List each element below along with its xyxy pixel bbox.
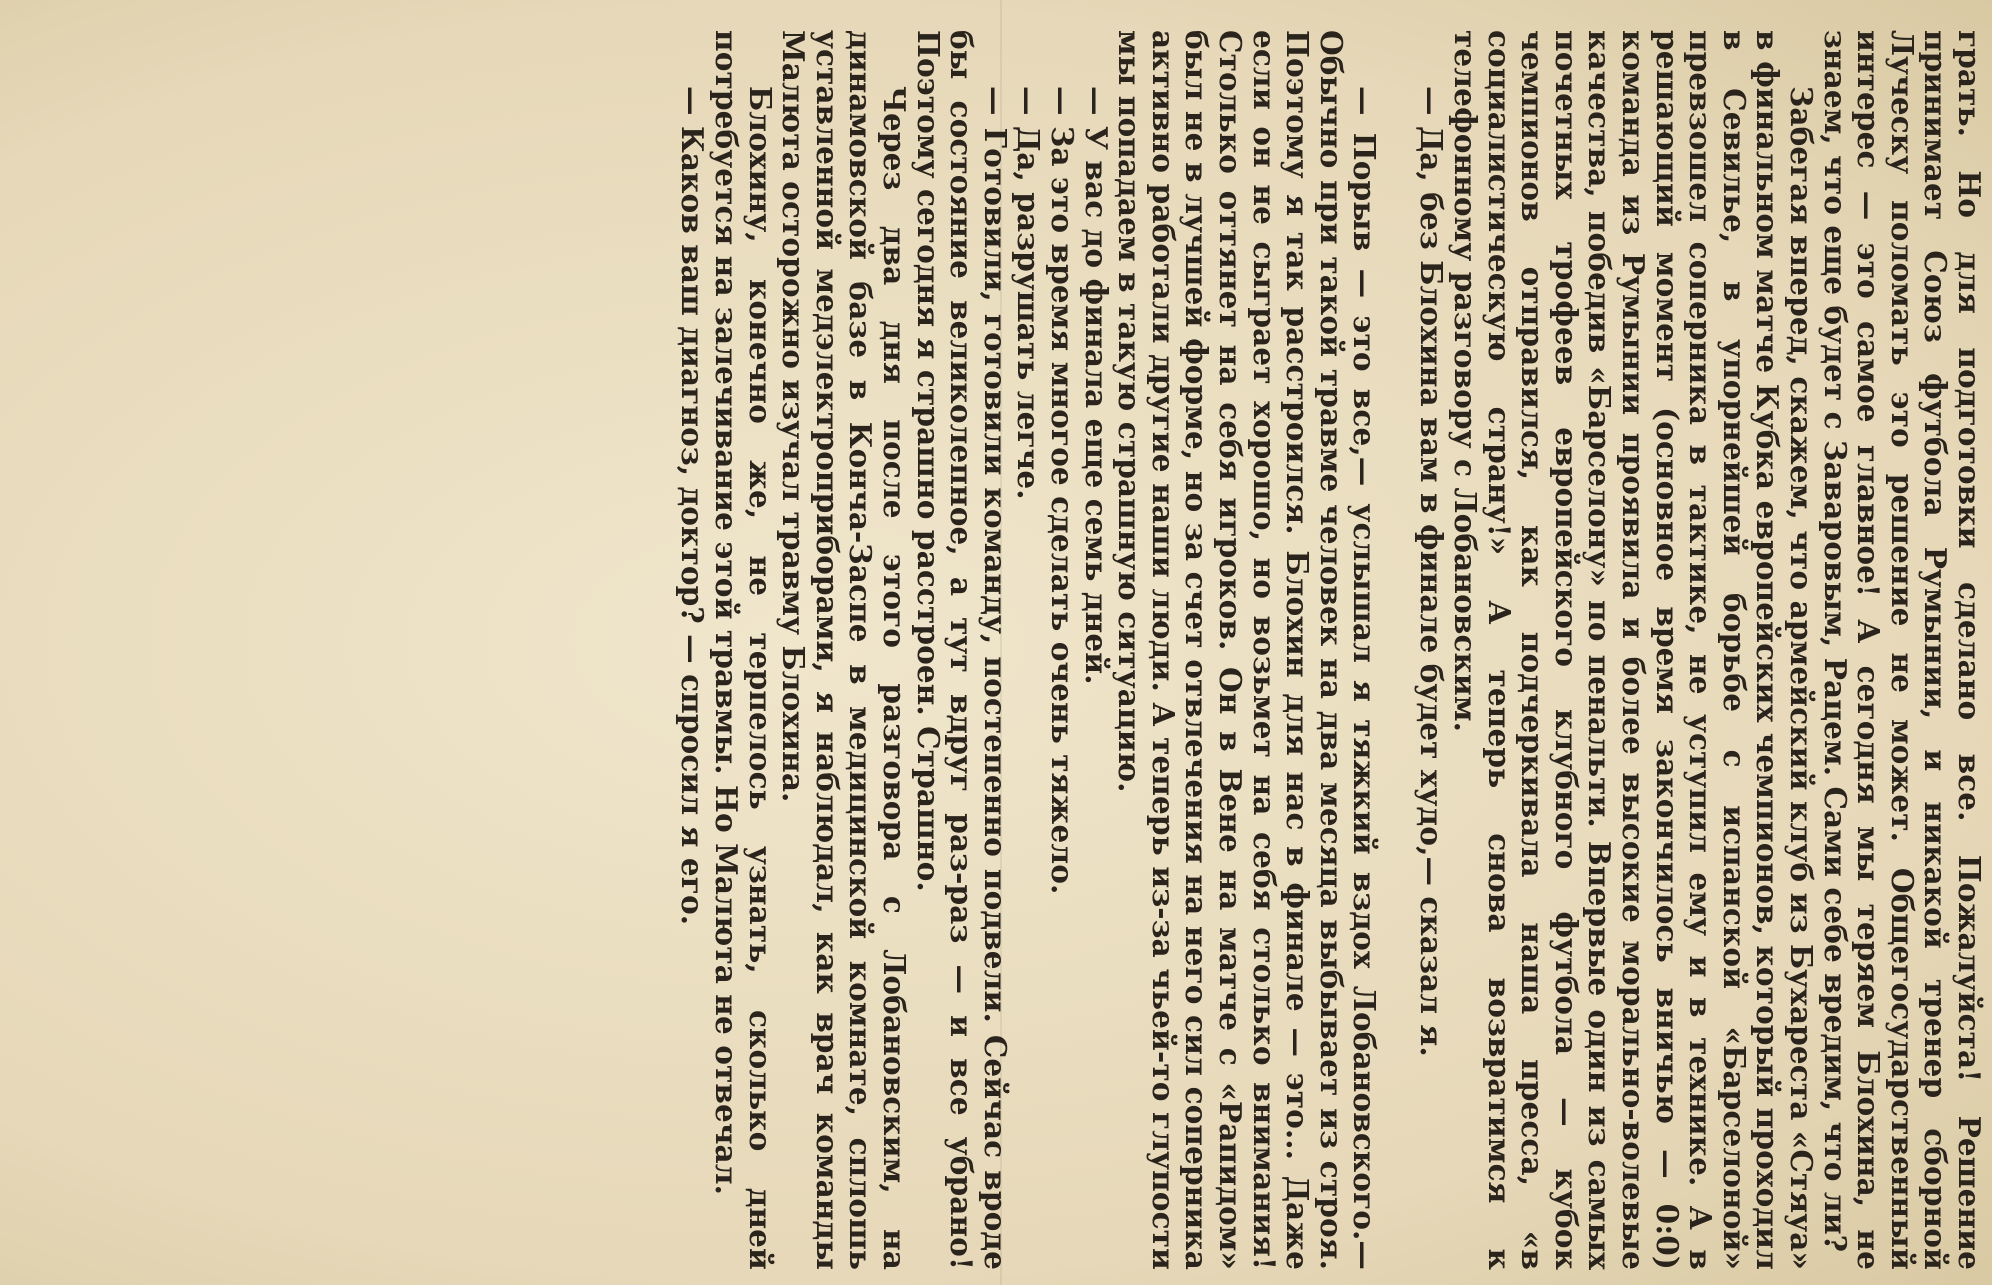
paragraph: — Готовили, готовили команду, постепенно подвели. Сейчас вроде бы состояние великолепное, а тут вдруг раз-раз — и все убрано! Поэтому сегодня я страшно расстроен. Страшно.: [910, 30, 1013, 1270]
paragraph: Через два дня после этого разговора с Лобановским, на динамовской базе в Конча-Заспе в медицинской комнате, сплошь уставленной медэлектроприборами, я наблюдал, как врач команды Малюта осторожно изучал травму Блохина.: [776, 30, 912, 1270]
paragraph: — Да, разрушать легче.: [1011, 86, 1047, 500]
paragraph: — Да, без Блохина вам в финале будет худо,— сказал я.: [1414, 86, 1450, 1057]
paragraph: — За это время многое сделать очень тяжело.: [1044, 86, 1080, 895]
paragraph: — У вас до финала еще семь дней.: [1078, 86, 1114, 685]
paragraph: Забегая вперед, скажем, что армейский клуб из Бухареста «Стяуа» в финальном матче Кубка европейских чемпионов, который проходил в Севилье, в упорнейшей борьбе с испанской «Барселоной» превзошел соперника в тактике, не уступил ему и в технике. А в решающий момент (основное время закончилось вничью — 0:0) команда из Румынии проявила и более высокие морально-волевые качества, победив «Барселону» по пенальти. Впервые один из самых почетных трофеев европейского клубного футбола — кубок чемпионов отправился, как подчеркивала наша пресса, «в социалистическую страну!» А теперь снова возвратимся к телефонному разговору с Лобановским.: [1448, 30, 1820, 1270]
paragraph: Блохину, конечно же, не терпелось узнать, сколько дней потребуется на залечивание этой травмы. Но Малюта не отвечал.: [709, 30, 778, 1270]
paragraph: грать. Но для подготовки сделано все. Пожалуйста! Решение принимает Союз футбола Румынии, и никакой тренер сборной Луческу поломать это решение не может. Общегосударственный интерес — это самое главное! А сегодня мы теряем Блохина, не знаем, что еще будет с Заваровым, Рацем. Сами себе вредим, что ли?: [1817, 30, 1987, 1270]
text-column: [26, 30, 1986, 1270]
paragraph: — Каков ваш диагноз, доктор? — спросил я его.: [675, 86, 711, 926]
paragraph: — Порыв — это все,— услышал я тяжкий вздох Лобановского.— Обычно при такой травме человек на два месяца выбывает из строя. Поэтому я так расстроился. Блохин для нас в финале — это... Даже если он не сыграет хорошо, но возьмет на себя столько внимания! Столько оттянет на себя игроков. Он в Вене на матче с «Рапидом» был не в лучшей форме, но за счет отвлечения на него сил соперника активно работали другие наши люди. А теперь из-за чьей-то глупости мы попадаем в такую страшную ситуацию.: [1112, 30, 1383, 1270]
